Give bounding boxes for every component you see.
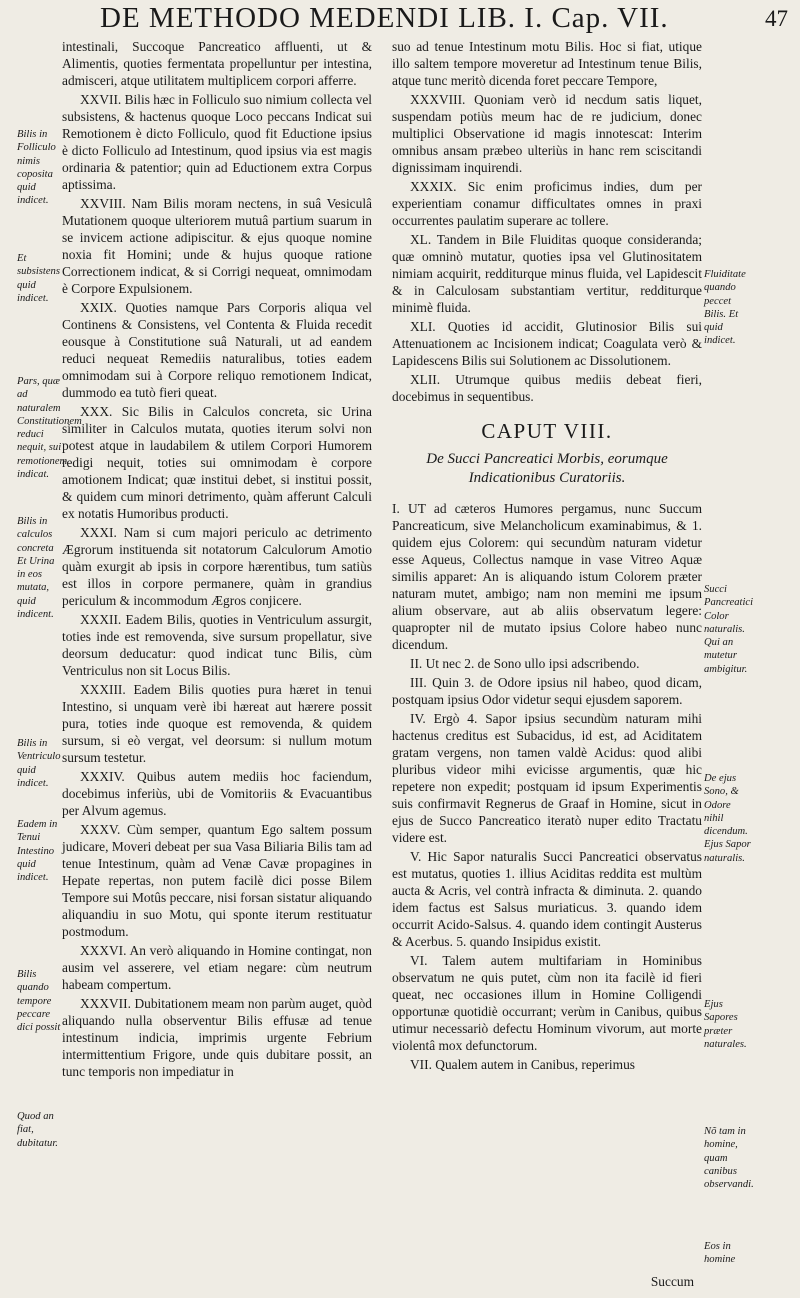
- margin-note-right-6: Eos in homine: [704, 1241, 736, 1266]
- margin-note-left-8: Quod an fiat, dubitatur.: [17, 1111, 58, 1149]
- paragraph: XXVII. Bilis hæc in Folliculo suo nimium collecta vel subsistens, & hactenus quoque Loco peccans Indicat sui Remotionem è dicto Folliculo, quod fit Eductione ipsius è dicto Folliculo ad Intestinum, quod ipsius via est magis ordinaria & patentior; quin ad Eductionem extra Corpus aptissima.: [62, 92, 372, 192]
- margin-note-right-3: De ejus Sono, & Odore nihil dicendum. Ejus Sapor naturalis.: [704, 773, 751, 864]
- paragraph: XL. Tandem in Bile Fluiditas quoque consideranda; quæ omninò mutatur, quoties ipsa vel Glutinositatem nimiam acquirit, redditurque minus fluida, vel Lapidescit & in Calculosam substantiam vertitur, redditurque minimè fluida.: [392, 232, 702, 315]
- paragraph: V. Hic Sapor naturalis Succi Pancreatici observatus est mutatus, quoties 1. illius Aciditas reddita est multùm aucta & Acris, vel contrà infracta & diminuta. 2. quando idem factus est Salsus muriaticus. 3. quando idem occurrit Acido-Salsus. 4. quando idem contingit Austerus & Acerbus. 5. quando Insipidus existit.: [392, 849, 702, 949]
- paragraph: XXIX. Quoties namque Pars Corporis aliqua vel Continens & Consistens, vel Contenta & Fluida recedit eousque à Constitutione suâ Naturali, ut ad eandem reduci nequeat Remediis naturalibus, toties eadem omnimodam sui à Corpore reliquo remotionem Indicat, dummodo ea tutò fieri queat.: [62, 300, 372, 400]
- margin-note-left-1: Bilis in Folliculo nimis coposita quid indicet.: [17, 129, 56, 207]
- paragraph: III. Quin 3. de Odore ipsius nil habeo, quod dicam, postquam ipsius Odor videtur sequi ejusdem saporem.: [392, 675, 702, 707]
- paragraph: XXX. Sic Bilis in Calculos concreta, sic Urina similiter in Calculos mutata, quoties iterum solvi non potest atque in laudabilem & utilem Corpori Humorem redigi nequit, toties sui omnimodam è corpore amotionem Indicat; quæ institui debet, si institui possit, & quidem cum minori detrimento, quàm afferunt Calculi ex notatis Humoribus producti.: [62, 404, 372, 521]
- chapter-subtitle-line: De Succi Pancreatici Morbis, eorumque: [426, 451, 668, 467]
- paragraph: suo ad tenue Intestinum motu Bilis. Hoc si fiat, utique illo saltem tempore moveretur ad Intestinum tenue Bilis, atque tunc meritò dicenda foret peccare Tempore,: [392, 39, 702, 88]
- page-number: 47: [765, 6, 788, 31]
- paragraph: XLII. Utrumque quibus mediis debeat fieri, docebimus in sequentibus.: [392, 372, 702, 404]
- paragraph: II. Ut nec 2. de Sono ullo ipsi adscribendo.: [410, 656, 640, 671]
- chapter-subtitle: [392, 450, 702, 488]
- paragraph: XXXVII. Dubitationem meam non parùm auget, quòd aliquando nulla observentur Bilis effusæ ad tenue intestinum indicia, imprimis urgente Febrium intermittentium Frigore, unde quis dubitare possit, an tunc temporis non impediatur in: [62, 996, 372, 1079]
- paragraph: intestinali, Succoque Pancreatico affluenti, ut & Alimentis, quoties fermentata propelluntur per intestina, admisceri, atque utilitatem multiplicem corpori afferre.: [62, 39, 372, 88]
- paragraph: VI. Talem autem multifariam in Hominibus observatum ne quis putet, cùm non ita facilè id fieri queat, nec occasiones illum in Homine Colligendi opportunæ quotidiè occurrant; verùm in Canibus, quibus utimur necessariò defectu Hominum vivorum, aut morte violentâ mox defunctorum.: [392, 953, 702, 1053]
- paragraph: XXXI. Nam si cum majori periculo ac detrimento Ægrorum instituenda sit notatorum Calculorum Amotio quàm exurgit ab ipsis in corpore hærentibus, tum satiùs est illos in corpore permanere, quàm in grandius periculum & incommodum Ægros conjicere.: [62, 525, 372, 608]
- chapter-heading: CAPUT VIII.: [481, 419, 613, 443]
- paragraph: XXXIX. Sic enim proficimus indies, dum per experientiam conamur difficultates omnes in praxi occurrentes paulatim superare ac tollere.: [392, 179, 702, 228]
- paragraph: XXXII. Eadem Bilis, quoties in Ventriculum assurgit, toties inde est removenda, sive sursum propellatur, sive deorsum deducatur: quod indicat tunc Bilis, cùm Ventriculus non sit Locus Bilis.: [62, 612, 372, 678]
- margin-note-left-4: Bilis in calculos concreta Et Urina in eos mutata, quid indicent.: [17, 516, 55, 621]
- page-header: [0, 2, 800, 36]
- margin-note-left-5: Bilis in Ventriculo quid indicet.: [17, 738, 61, 789]
- right-text-column: [392, 38, 702, 1075]
- paragraph: VII. Qualem autem in Canibus, reperimus: [410, 1057, 635, 1072]
- paragraph: XXXIV. Quibus autem mediis hoc faciendum, docebimus inferiùs, ubi de Vomitoriis & Evacuantibus per Alvum agemus.: [62, 769, 372, 818]
- margin-note-left-3: Pars, quæ ad naturalem Constitutionem reduci nequit, sui remotionem indicat.: [17, 376, 82, 481]
- margin-note-right-1: Fluiditate quando peccet Bilis. Et quid indicet.: [704, 269, 746, 347]
- running-title: DE METHODO MEDENDI LIB. I. Cap. VII.: [100, 2, 669, 34]
- paragraph: XXXV. Cùm semper, quantum Ego saltem possum judicare, Moveri debeat per sua Vasa Biliaria Bilis tam ad tenue Intestinum, quàm ad Venæ Cavæ propagines in Hepate repertas, non putem facilè dici posse Bilem Tempore sui Motûs peccare, nisi forsan sistatur aliquando aliquandiu in suo Motu, qui sponte iterum restituatur postmodum.: [62, 822, 372, 939]
- margin-note-left-7: Bilis quando tempore peccare dici possit: [17, 969, 61, 1034]
- catchword: Succum: [650, 1274, 694, 1289]
- paragraph: XXXIII. Eadem Bilis quoties pura hæret in tenui Intestino, si unquam verè ibi hæreat aut hærere possit pura, toties inde quoque est removenda, & quidem sursum, si eò vergat, vel deorsum: si nullum motum sursum testetur.: [62, 682, 372, 765]
- margin-note-right-5: Nõ tam in homine, quam canibus observandi.: [704, 1126, 754, 1191]
- paragraph: I. UT ad cæteros Humores pergamus, nunc Succum Pancreaticum, sive Melancholicum examinabimus, & 1. quidem ejus Colorem: qui secundùm naturam videtur esse Aqueus, Collectus namque in vase Vitreo Aquæ similis apparet: An is aliquando istum Colorem præter naturam mutet, ambigo; nam non memini me ipsum alium observare, aut ab aliis observatum legere: quapropter nil de mutato ipsius Colore habeo nunc dicendum.: [392, 501, 702, 652]
- margin-note-right-4: Ejus Sapores præter naturales.: [704, 999, 747, 1050]
- paragraph: IV. Ergò 4. Sapor ipsius secundùm naturam mihi hactenus creditus est Subacidus, id est, ad Aciditatem gratam vergens, non tamen valdè Acidus: quod alibi pluribus videor mihi evicisse argumentis, quæ hic repetere non expedit; postquam id ipsum Experimentis suis confirmavit Regnerus de Graaf in Homine, sicut in ejus de Succo Pancreatico iteratò nuper edito Tractatu videre est.: [392, 711, 702, 845]
- chapter-subtitle-line: Indicationibus Curatoriis.: [468, 470, 626, 486]
- paragraph: XXXVI. An verò aliquando in Homine contingat, non ausim vel asserere, vel etiam negare: cùm neutrum habeam compertum.: [62, 943, 372, 992]
- margin-note-left-2: Et subsistens quid indicet.: [17, 253, 60, 304]
- paragraph: XLI. Quoties id accidit, Glutinosior Bilis sui Attenuationem ac Incisionem indicat; Coagulata verò & Lapidescens Bilis sui Solutionem ac Dissolutionem.: [392, 319, 702, 368]
- paragraph: XXXVIII. Quoniam verò id necdum satis liquet, suspendam potiùs meum hac de re judicium, donec multiplici Observatione id magis innotescat: Interim omnibus ansam præbeo ulteriùs in hanc rem sciscitandi dignissimam inquirendi.: [392, 92, 702, 175]
- paragraph: XXVIII. Nam Bilis moram nectens, in suâ Vesiculâ Mutationem quoque ulteriorem mutuâ partium suarum in se invicem actione adipiscitur. & ejus quoque nomine noxia fit Homini; unde & hujus quoque ratione Correctionem indicat, & si Corrigi nequeat, omnimodam è Corpore Expulsionem.: [62, 196, 372, 296]
- margin-note-right-2: Succi Pancreatici Color naturalis. Qui an mutetur ambigitur.: [704, 584, 754, 675]
- left-text-column: [62, 38, 372, 1082]
- margin-note-left-6: Eadem in Tenui Intestino quid indicet.: [17, 819, 58, 884]
